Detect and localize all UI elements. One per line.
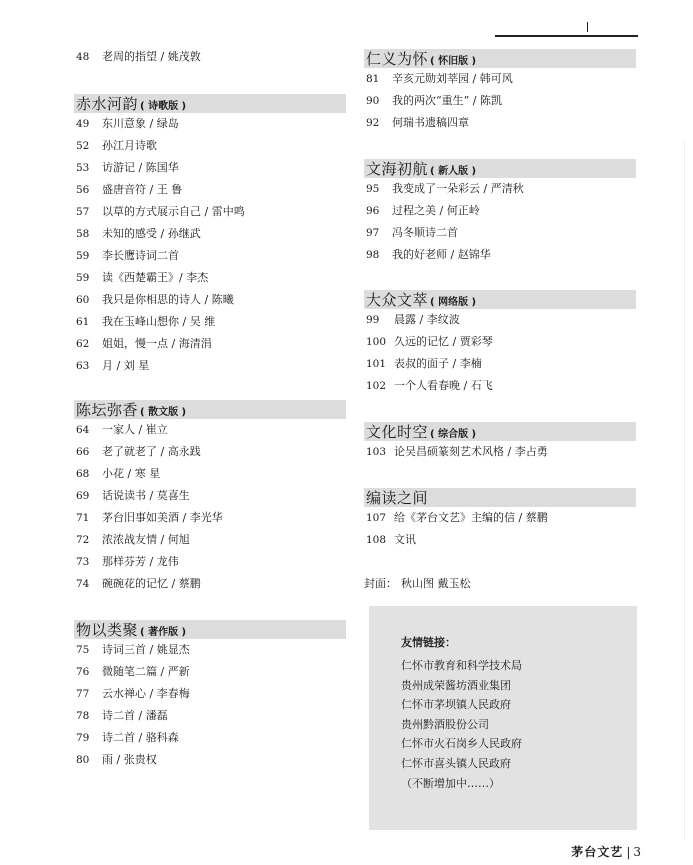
toc-entry[interactable]: [74, 113, 346, 135]
toc-entry-title: 冯冬顺诗二首: [392, 226, 458, 239]
toc-entry[interactable]: [74, 639, 346, 661]
toc-page-number: 62: [76, 338, 90, 350]
toc-page-number: 97: [366, 227, 380, 239]
toc-entry[interactable]: [74, 311, 346, 333]
toc-entry-title: 文讯: [394, 533, 416, 546]
toc-entry[interactable]: [74, 551, 346, 573]
toc-entry-title: 东川意象 / 绿岛: [102, 117, 179, 130]
toc-page-number: 60: [76, 294, 90, 306]
friendly-link-item[interactable]: 仁怀市茅坝镇人民政府: [401, 698, 511, 712]
toc-entry[interactable]: [74, 507, 346, 529]
toc-entry[interactable]: [74, 333, 346, 355]
toc-entry-title: 诗二首 / 骆科森: [102, 731, 179, 744]
toc-entry[interactable]: [364, 331, 636, 353]
section-title: 文海初航: [366, 160, 429, 178]
toc-page-number: 61: [76, 316, 90, 328]
toc-page-number: 103: [366, 446, 387, 458]
toc-entry[interactable]: [74, 267, 346, 289]
toc-section-culture: [364, 422, 636, 463]
section-title: 赤水河韵: [76, 95, 139, 113]
toc-page-number: 77: [76, 688, 90, 700]
toc-entry[interactable]: [74, 157, 346, 179]
toc-entry-title: 盛唐音符 / 王 鲁: [102, 183, 183, 196]
toc-page-number: 108: [366, 534, 387, 546]
toc-entry-title: 论吴昌硕篆刻艺术风格 / 李占勇: [394, 445, 548, 458]
toc-entry[interactable]: [364, 200, 636, 222]
toc-entry[interactable]: [74, 463, 346, 485]
section-subtitle: ( 著作版 ): [140, 627, 187, 638]
toc-page-number: 92: [366, 117, 380, 129]
toc-page-number: 58: [76, 228, 90, 240]
toc-entry-title: 一家人 / 崔立: [102, 423, 168, 436]
footer-separator: |: [626, 845, 631, 859]
toc-entry-title: 李长鹰诗词二首: [102, 249, 179, 262]
toc-entry[interactable]: [364, 441, 636, 463]
toc-entry-title: 访游记 / 陈国华: [102, 161, 179, 174]
toc-page-number: 107: [366, 512, 387, 524]
toc-page-number: 75: [76, 644, 90, 656]
toc-page-number: 98: [366, 249, 380, 261]
section-title: 文化时空: [366, 423, 429, 441]
toc-entry[interactable]: [364, 529, 636, 551]
toc-page-number: 73: [76, 556, 90, 568]
toc-entry[interactable]: [364, 90, 636, 112]
toc-page-number: 68: [76, 468, 90, 480]
toc-page-number: 48: [76, 51, 90, 63]
section-header: [74, 94, 346, 113]
toc-section-nostalgia: [364, 49, 636, 134]
toc-entry-title: 读《西楚霸王》/ 李杰: [102, 271, 209, 284]
toc-page-number: 59: [76, 272, 90, 284]
toc-entry-title: 云水禅心 / 李春梅: [102, 687, 190, 700]
toc-entry-title: 我的好老师 / 赵锦华: [392, 248, 491, 261]
toc-page-number: 74: [76, 578, 90, 590]
friendly-link-more: （不断增加中……）: [401, 776, 500, 790]
friendly-links-list: [401, 656, 522, 793]
toc-page-number: 90: [366, 95, 380, 107]
toc-page-number: 64: [76, 424, 90, 436]
toc-entry[interactable]: [74, 245, 346, 267]
friendly-link-item[interactable]: 仁怀市喜头镇人民政府: [401, 756, 511, 770]
cover-label: 封面：: [364, 577, 397, 590]
toc-entry-title: 一个人看春晚 / 石飞: [394, 379, 493, 392]
toc-page-number: 49: [76, 118, 90, 130]
toc-entry[interactable]: [74, 485, 346, 507]
page-number: 3: [633, 845, 641, 859]
toc-entry-title: 我的两次“重生” / 陈凯: [392, 94, 502, 107]
toc-entry-title: 小花 / 寒 星: [102, 467, 161, 480]
section-subtitle: ( 网络版 ): [430, 297, 477, 308]
toc-entry[interactable]: [74, 355, 346, 377]
toc-entry-title: 给《茅台文艺》主编的信 / 蔡鹏: [394, 511, 548, 524]
section-title: 仁义为怀: [366, 50, 429, 68]
cover-credit: [364, 575, 471, 591]
toc-entry[interactable]: [364, 309, 636, 331]
toc-entry[interactable]: [74, 223, 346, 245]
toc-page-number: 69: [76, 490, 90, 502]
section-subtitle: ( 诗歌版 ): [140, 101, 187, 112]
friendly-link-item[interactable]: 仁怀市教育和科学技术局: [401, 659, 522, 672]
toc-entry-title: 碗碗花的记忆 / 蔡鹏: [102, 577, 201, 590]
toc-entry-title: 微随笔二篇 / 严新: [102, 665, 190, 678]
toc-entry-title: 姐姐，慢一点 / 海清涓: [102, 337, 212, 350]
toc-entry[interactable]: [74, 529, 346, 551]
cover-value: 秋山图 戴玉松: [401, 577, 471, 590]
toc-section-continued: [74, 46, 346, 68]
toc-entry[interactable]: [74, 749, 346, 771]
magazine-brand-logo: 茅台文艺: [571, 845, 624, 859]
toc-page-number: 57: [76, 206, 90, 218]
toc-entry[interactable]: [364, 353, 636, 375]
toc-entry[interactable]: [74, 727, 346, 749]
toc-entry-title: 那样芬芳 / 龙伟: [102, 555, 179, 568]
toc-entry-title: 我在玉峰山想你 / 吴 维: [102, 315, 216, 328]
toc-entry[interactable]: [74, 135, 346, 157]
toc-entry-title: 晨露 / 李纹波: [394, 313, 460, 326]
toc-entry-title: 未知的感受 / 孙继武: [102, 227, 201, 240]
toc-entry-title: 老了就老了 / 高永践: [102, 445, 201, 458]
toc-entry-title: 过程之美 / 何正岭: [392, 204, 480, 217]
page-footer: [571, 843, 641, 860]
toc-section-editor-reader: [364, 488, 636, 551]
toc-page-number: 80: [76, 754, 90, 766]
friendly-link-item[interactable]: 贵州成荣酱坊酒业集团: [401, 678, 511, 692]
toc-page-number: 96: [366, 205, 380, 217]
toc-page-number: 81: [366, 73, 380, 85]
section-header: [364, 159, 636, 178]
toc-entry-title: 雨 / 张贵权: [102, 753, 157, 766]
toc-entry[interactable]: [74, 705, 346, 727]
toc-entry-title: 浓浓战友情 / 何旭: [102, 533, 190, 546]
toc-section-newcomers: [364, 159, 636, 266]
section-header: [74, 400, 346, 419]
toc-entry[interactable]: [364, 375, 636, 397]
section-header: [364, 422, 636, 441]
toc-entry-title: 久远的记忆 / 贾彩琴: [394, 335, 493, 348]
section-title: 陈坛弥香: [76, 401, 139, 419]
section-title: 编读之间: [366, 489, 429, 507]
section-subtitle: ( 综合版 ): [430, 429, 477, 440]
toc-entry[interactable]: [74, 201, 346, 223]
toc-page-number: 102: [366, 380, 387, 392]
section-subtitle: ( 怀旧版 ): [430, 56, 477, 67]
toc-page-number: 63: [76, 360, 90, 372]
toc-entry[interactable]: [74, 46, 346, 68]
section-subtitle: ( 新人版 ): [430, 166, 477, 177]
toc-section-popular: [364, 290, 636, 397]
toc-entry[interactable]: [364, 178, 636, 200]
toc-entry[interactable]: [364, 244, 636, 266]
toc-page-number: 95: [366, 183, 380, 195]
toc-entry-title: 茅台旧事如美酒 / 李光华: [102, 511, 223, 524]
toc-entry-title: 我变成了一朵彩云 / 严清秋: [392, 182, 524, 195]
toc-page-number: 100: [366, 336, 387, 348]
toc-entry[interactable]: [364, 507, 636, 529]
toc-page-number: 79: [76, 732, 90, 744]
toc-entry[interactable]: [74, 419, 346, 441]
toc-section-prose: [74, 400, 346, 595]
toc-entry[interactable]: [364, 112, 636, 134]
toc-entry-title: 我只是你相思的诗人 / 陈曦: [102, 293, 234, 306]
friendly-links-title: 友情链接：: [401, 636, 456, 649]
toc-entry[interactable]: [74, 441, 346, 463]
toc-entry-title: 辛亥元勋刘莘园 / 韩可风: [392, 72, 513, 85]
toc-page-number: 71: [76, 512, 90, 524]
toc-entry[interactable]: [74, 661, 346, 683]
toc-entry[interactable]: [364, 68, 636, 90]
section-header: [364, 488, 636, 507]
toc-entry[interactable]: [74, 289, 346, 311]
toc-entry-title: 月 / 刘 星: [102, 359, 150, 372]
section-header: [364, 290, 636, 309]
toc-entry[interactable]: [364, 222, 636, 244]
toc-page-number: 101: [366, 358, 387, 370]
toc-page-number: 56: [76, 184, 90, 196]
page-edge-shadow: [684, 140, 685, 840]
toc-page-number: 78: [76, 710, 90, 722]
toc-section-poetry: [74, 94, 346, 377]
toc-entry-title: 诗二首 / 潘磊: [102, 709, 168, 722]
toc-entry-title: 何瑞书遗稿四章: [392, 116, 469, 129]
friendly-link-item[interactable]: 贵州黔酒股份公司: [401, 717, 489, 731]
toc-page-number: 59: [76, 250, 90, 262]
friendly-links-box: [369, 606, 637, 830]
toc-entry-title: 孙江月诗歌: [102, 139, 157, 152]
toc-entry-title: 老周的指望 / 姚茂敦: [102, 50, 201, 63]
section-header: [74, 620, 346, 639]
toc-page-number: 53: [76, 162, 90, 174]
toc-entry[interactable]: [74, 683, 346, 705]
toc-entry-title: 话说读书 / 莫喜生: [102, 489, 190, 502]
toc-page-number: 66: [76, 446, 90, 458]
toc-section-works: [74, 620, 346, 771]
toc-page-number: 99: [366, 314, 380, 326]
section-title: 物以类聚: [76, 621, 139, 639]
toc-entry-title: 以草的方式展示自己 / 雷中鸣: [102, 205, 245, 218]
toc-entry-title: 诗词三首 / 姚显杰: [102, 643, 190, 656]
friendly-link-item[interactable]: 仁怀市火石岗乡人民政府: [401, 737, 522, 751]
section-header: [364, 49, 636, 68]
section-subtitle: ( 散文版 ): [140, 407, 187, 418]
toc-entry[interactable]: [74, 573, 346, 595]
toc-entry[interactable]: [74, 179, 346, 201]
toc-page-number: 76: [76, 666, 90, 678]
toc-entry-title: 表叔的面子 / 李楠: [394, 357, 482, 370]
toc-page-number: 72: [76, 534, 90, 546]
header-rule: [495, 35, 638, 37]
toc-page-number: 52: [76, 140, 90, 152]
header-tick-mark: [587, 22, 588, 32]
section-title: 大众文萃: [366, 291, 429, 309]
